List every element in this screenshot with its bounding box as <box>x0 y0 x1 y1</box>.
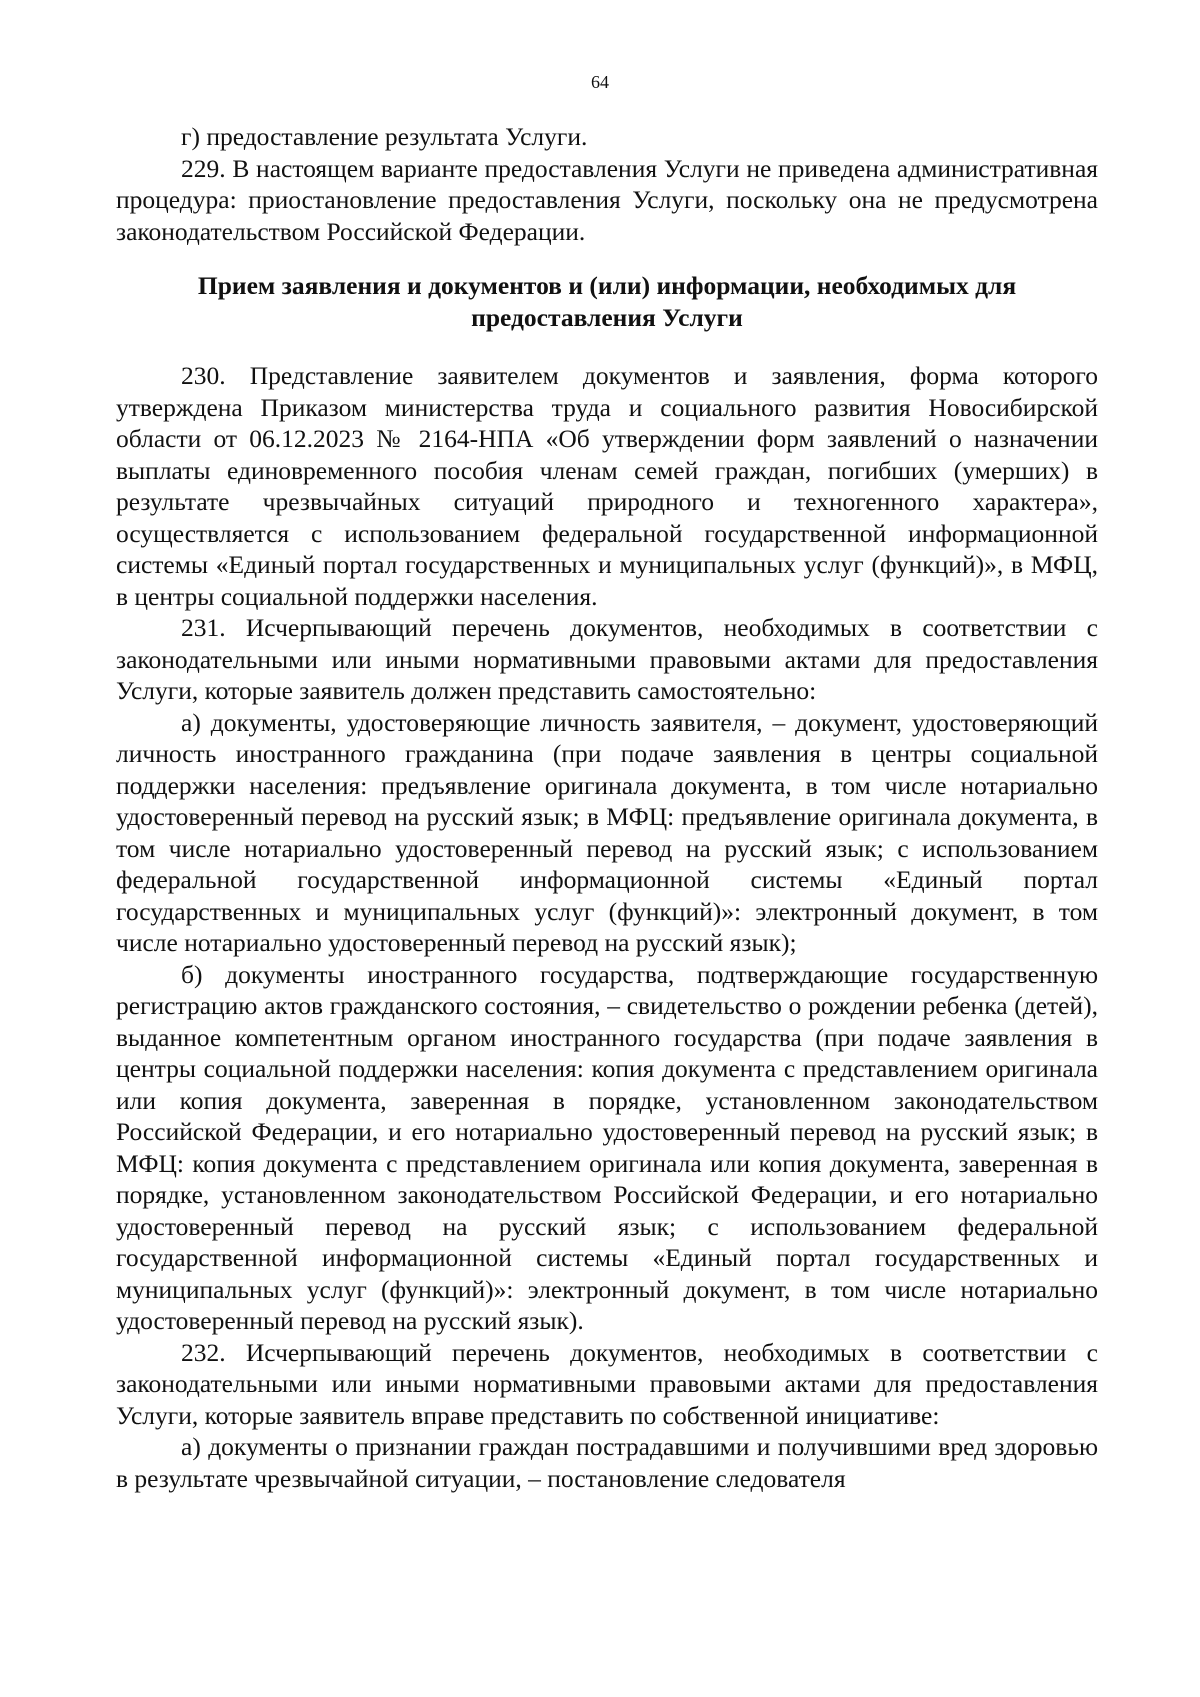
paragraph-231-item-a: а) документы, удостоверяющие личность заявителя, – документ, удостоверяющий личность иностранного гражданина (при подаче заявления в центры социальной поддержки населения: предъявление оригинала документа, в том числе нотариально удостоверенный перевод на русский язык; в МФЦ: предъявление оригинала документа, в том числе нотариально удостоверенный перевод на русский язык; с использованием федеральной государственной информационной системы «Единый портал государственных и муниципальных услуг (функций)»: электронный документ, в том числе нотариально удостоверенный перевод на русский язык); <box>116 707 1098 957</box>
paragraph-232-item-a: а) документы о признании граждан пострадавшими и получившими вред здоровью в результате чрезвычайной ситуации, – постановление следователя <box>116 1432 1098 1493</box>
paragraph-231: 231. Исчерпывающий перечень документов, необходимых в соответствии с законодательными или иными нормативными правовыми актами для предоставления Услуги, которые заявитель должен представить самостоятельно: <box>116 613 1098 705</box>
section-heading: Прием заявления и документов и (или) информации, необходимых для предоставления Услуги <box>197 271 1017 332</box>
paragraph-232: 232. Исчерпывающий перечень документов, необходимых в соответствии с законодательными или иными нормативными правовыми актами для предоставления Услуги, которые заявитель вправе представить по собственной инициативе: <box>116 1337 1098 1430</box>
paragraph-229: 229. В настоящем варианте предоставления Услуги не приведена административная процедура: приостановление предоставления Услуги, поскольку она не предусмотрена законодательством Российской Федерации. <box>116 153 1098 246</box>
paragraph-231-item-b: б) документы иностранного государства, подтверждающие государственную регистрацию актов гражданского состояния, – свидетельство о рождении ребенка (детей), выданное компетентным органом иностранного государства (при подаче заявления в центры социальной поддержки населения: копия документа с представлением оригинала или копия документа, заверенная в порядке, установленном законодательством Российской Федерации, и его нотариально удостоверенный перевод на русский язык; в МФЦ: копия документа с представлением оригинала или копия документа, заверенная в порядке, установленном законодательством Российской Федерации, и его нотариально удостоверенный перевод на русский язык; с использованием федеральной государственной информационной системы «Единый портал государственных и муниципальных услуг (функций)»: электронный документ, в том числе нотариально удостоверенный перевод на русский язык). <box>116 959 1098 1335</box>
page-number: 64 <box>591 72 609 92</box>
document-body <box>116 121 1098 1494</box>
paragraph-item-g: г) предоставление результата Услуги. <box>181 122 588 151</box>
paragraph-230: 230. Представление заявителем документов и заявления, форма которого утверждена Приказом министерства труда и социального развития Новосибирской области от 06.12.2023 № 2164-НПА «Об утверждении форм заявлений о назначении выплаты единовременного пособия членам семей граждан, погибших (умерших) в результате чрезвычайных ситуаций природного и техногенного характера», осуществляется с использованием федеральной государственной информационной системы «Единый портал государственных и муниципальных услуг (функций)», в МФЦ, в центры социальной поддержки населения. <box>116 361 1098 611</box>
